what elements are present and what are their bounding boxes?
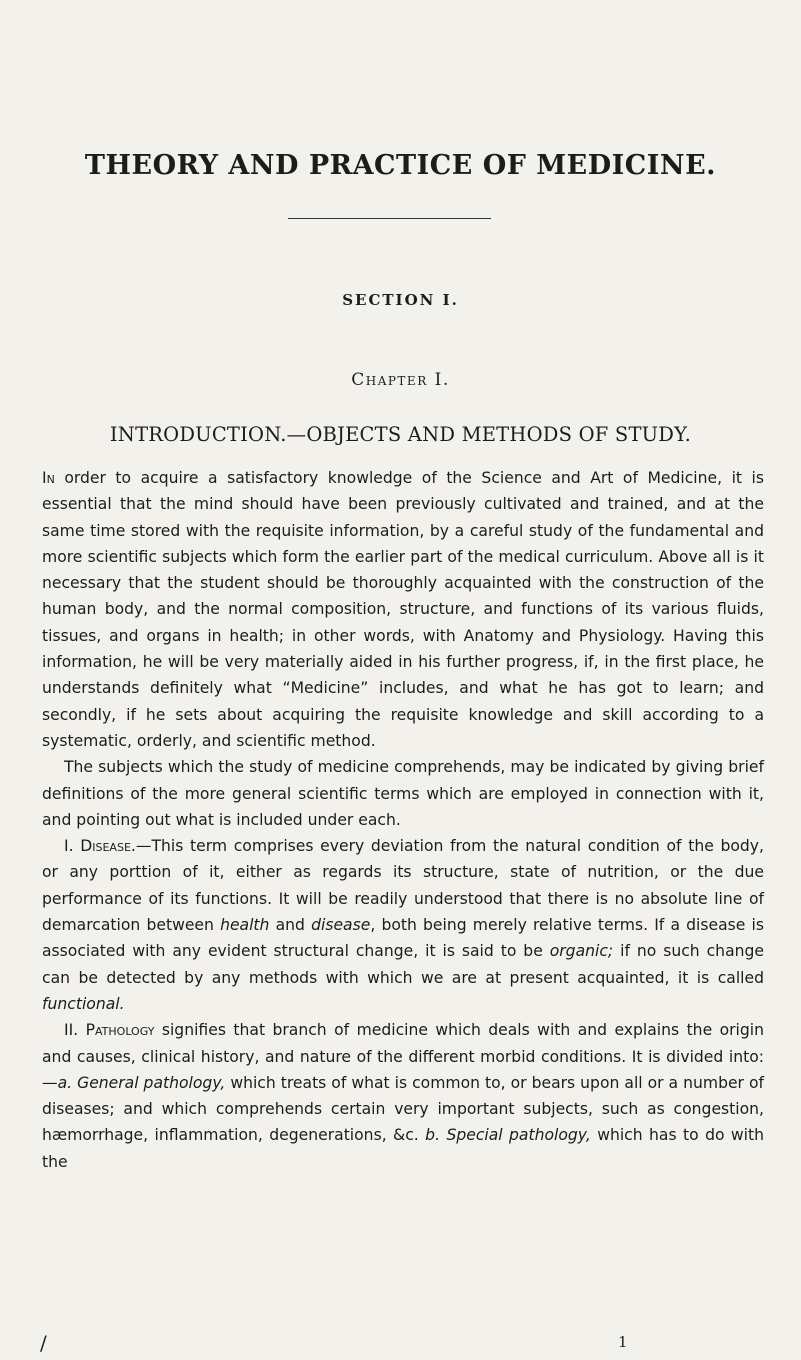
body-text — [42, 465, 764, 1175]
paragraph-intro: In order to acquire a satisfactory knowledge of the Science and Art of Medicine, it is essential that the mind should have been previously cultivated and trained, and at the same time stored with the requisite information, by a careful study of the fundamental and more scientific subjects which form the earlier part of the medical curriculum. Above all is it necessary that the student should be thoroughly acquainted with the construction of the human body, and the normal composition, structure, and functions of its various fluids, tissues, and organs in health; in other words, with Anatomy and Physiology. Having this information, he will be very materially aided in his further progress, if, in the first place, he understands definitely what “Medicine” includes, and what he has got to learn; and secondly, if he sets about acquiring the requisite knowledge and skill according to a systematic, orderly, and scientific method. — [42, 469, 764, 750]
chapter-label: Chapter I. — [351, 370, 450, 390]
page-number: 1 — [618, 1333, 628, 1351]
paragraph-disease: I. Disease.—This term comprises every deviation from the natural condition of the body, or any porttion of it, either as regards its structure, state of nutrition, or the due performance of its functions. It will be readily understood that there is no absolute line of demarcation between health and disease, both being merely relative terms. If a disease is associated with any evident structural change, it is said to be organic; if no such change can be detected by any methods with which we are at present acquainted, it is called functional. — [42, 837, 764, 1013]
paragraph-subjects: The subjects which the study of medicine comprehends, may be indicated by giving brief definitions of the more general scientific terms which are employed in connection with it, and pointing out what is included under each. — [42, 758, 764, 829]
section-label: SECTION I. — [342, 291, 459, 309]
paragraph-pathology: II. Pathology signifies that branch of medicine which deals with and explains the origin and causes, clinical history, and nature of the different morbid conditions. It is divided into:—a. General pathology, which treats of what is common to, or bears upon all or a number of diseases; and which comprehends certain very important subjects, such as congestion, hæmorrhage, inflammation, degenerations, &c. b. Special pathology, which has to do with the — [42, 1021, 765, 1171]
term-disease: Disease — [80, 837, 131, 856]
chapter-heading: INTRODUCTION.—OBJECTS AND METHODS OF STUDY. — [109, 423, 692, 446]
margin-mark: / — [40, 1331, 47, 1355]
term-pathology: Pathology — [85, 1021, 155, 1040]
page-title: THEORY AND PRACTICE OF MEDICINE. — [84, 150, 717, 181]
drop-initial: In — [42, 469, 55, 487]
title-divider — [288, 218, 491, 219]
